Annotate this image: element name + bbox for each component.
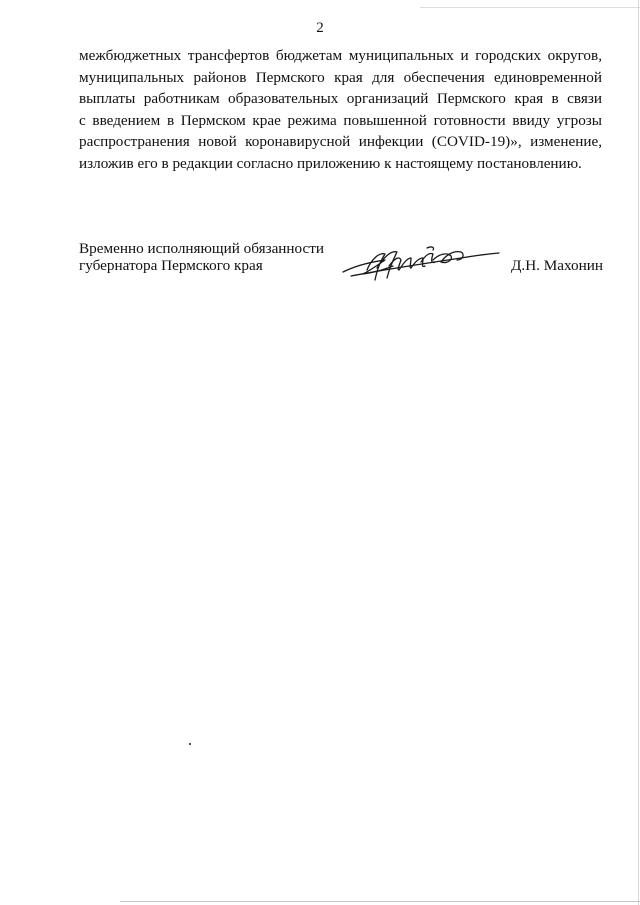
scan-speck: [189, 743, 191, 745]
edge-line-top: [420, 7, 640, 8]
body-paragraph: [79, 45, 602, 175]
signature-block: [79, 240, 603, 290]
handwritten-signature: [341, 240, 501, 285]
body-line: межбюджетных трансфертов бюджетам муниципальных и городских округов,: [79, 47, 602, 64]
page-number: 2: [316, 20, 324, 36]
edge-line-bottom: [120, 901, 640, 902]
body-line: муниципальных районов Пермского края для обеспечения единовременной: [79, 68, 602, 86]
body-line: изложив его в редакции согласно приложению к настоящему постановлению.: [79, 154, 582, 172]
body-line: с введением в Пермском крае режима повышенной готовности ввиду угрозы: [79, 111, 602, 129]
body-line: выплаты работникам образовательных организаций Пермского края в связи: [79, 90, 602, 108]
edge-line-right: [638, 0, 639, 905]
signer-position-line-2: губернатора Пермского края: [79, 257, 263, 274]
signer-name: Д.Н. Махонин: [511, 257, 603, 274]
body-line: распространения новой коронавирусной инфекции (COVID-19)», изменение,: [79, 133, 602, 151]
signer-position-line-1: Временно исполняющий обязанности: [79, 240, 325, 257]
signer-position: [79, 240, 324, 274]
